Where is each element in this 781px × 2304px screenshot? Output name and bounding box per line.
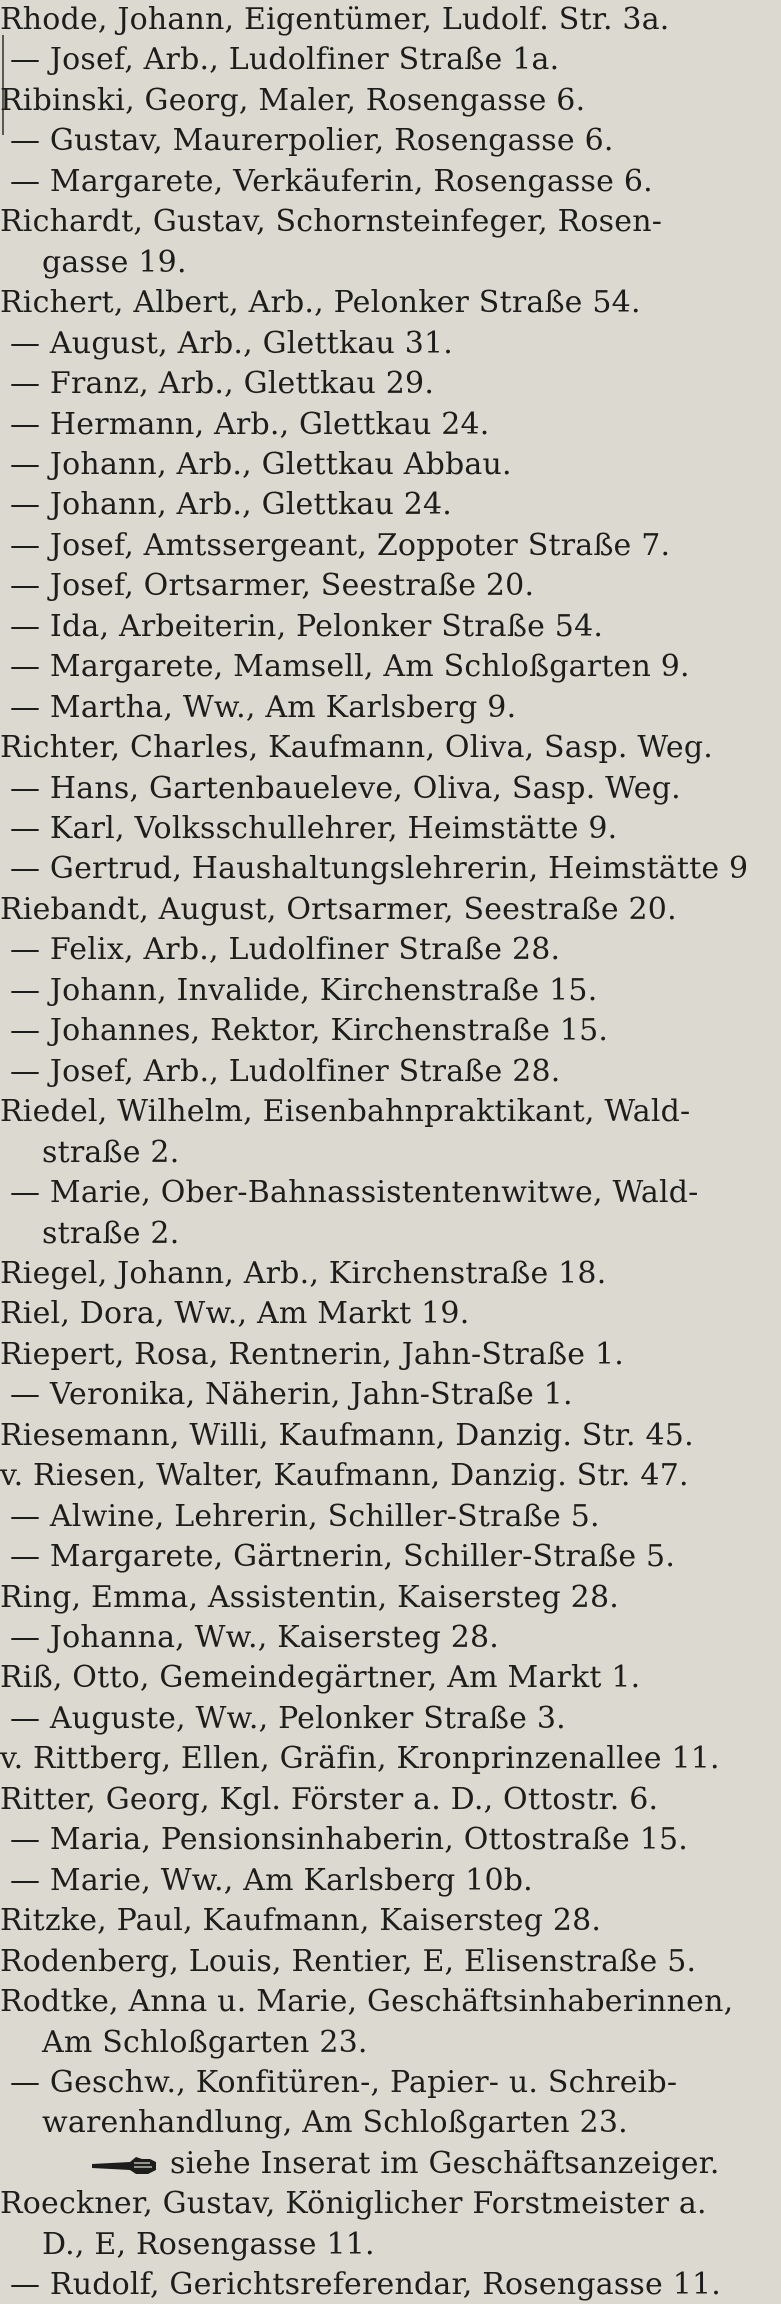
directory-line-text: — Franz, Arb., Glettkau 29. bbox=[10, 366, 435, 402]
directory-line bbox=[0, 164, 773, 201]
directory-line bbox=[0, 2186, 773, 2223]
directory-line bbox=[0, 1620, 773, 1657]
directory-line bbox=[0, 1701, 773, 1738]
directory-line-text: — Veronika, Näherin, Jahn-Straße 1. bbox=[10, 1377, 573, 1413]
directory-line bbox=[0, 2267, 773, 2304]
directory-line bbox=[0, 1539, 773, 1576]
directory-line-text: — Martha, Ww., Am Karlsberg 9. bbox=[10, 689, 517, 725]
directory-line-text: — Josef, Arb., Ludolfiner Straße 28. bbox=[10, 1053, 561, 1089]
directory-line-text: gasse 19. bbox=[42, 244, 187, 280]
directory-line-text: Riebandt, August, Ortsarmer, Seestraße 20. bbox=[0, 891, 677, 927]
directory-line-text: Riesemann, Willi, Kaufmann, Danzig. Str. 45. bbox=[0, 1417, 694, 1453]
directory-line-text: Am Schloßgarten 23. bbox=[42, 2024, 368, 2060]
directory-line bbox=[0, 771, 773, 808]
directory-line-text: — August, Arb., Glettkau 31. bbox=[10, 325, 454, 361]
directory-line-text: Ritter, Georg, Kgl. Förster a. D., Ottostr. 6. bbox=[0, 1781, 659, 1817]
directory-line bbox=[0, 1863, 773, 1900]
directory-line bbox=[0, 2, 773, 39]
directory-line bbox=[0, 204, 773, 241]
directory-line bbox=[0, 811, 773, 848]
directory-line bbox=[0, 1660, 773, 1697]
directory-line-text: — Margarete, Mamsell, Am Schloßgarten 9. bbox=[10, 649, 690, 685]
directory-line bbox=[0, 1337, 773, 1374]
pointing-hand-icon bbox=[90, 2152, 160, 2178]
directory-line bbox=[0, 487, 773, 524]
directory-line bbox=[0, 2105, 773, 2142]
directory-line bbox=[0, 649, 773, 686]
directory-line bbox=[0, 1094, 773, 1131]
directory-line-text: — Geschw., Konfitüren-, Papier- u. Schreib- bbox=[10, 2064, 678, 2100]
directory-line bbox=[0, 1175, 773, 1212]
directory-line-text: v. Riesen, Walter, Kaufmann, Danzig. Str. 47. bbox=[0, 1458, 689, 1494]
directory-line-text: Rhode, Johann, Eigentümer, Ludolf. Str. 3a. bbox=[0, 2, 670, 37]
directory-line-text: Ribinski, Georg, Maler, Rosengasse 6. bbox=[0, 82, 586, 118]
directory-line-text: Ring, Emma, Assistentin, Kaisersteg 28. bbox=[0, 1579, 619, 1615]
directory-line bbox=[0, 2025, 773, 2062]
directory-line-text: Richter, Charles, Kaufmann, Oliva, Sasp. Weg. bbox=[0, 730, 714, 766]
directory-line bbox=[0, 407, 773, 444]
directory-line bbox=[0, 932, 773, 969]
directory-line-text: — Gustav, Maurerpolier, Rosengasse 6. bbox=[10, 123, 614, 159]
directory-line bbox=[0, 285, 773, 322]
directory-line-text: — Marie, Ober-Bahnassistentenwitwe, Wald- bbox=[10, 1175, 699, 1211]
directory-line bbox=[0, 1418, 773, 1455]
directory-line bbox=[0, 1580, 773, 1617]
directory-line bbox=[0, 2227, 773, 2264]
directory-line bbox=[0, 1984, 773, 2021]
directory-line bbox=[0, 1903, 773, 1940]
directory-line bbox=[0, 1377, 773, 1414]
directory-line-text: Rodtke, Anna u. Marie, Geschäftsinhaberinnen, bbox=[0, 1984, 734, 2020]
directory-line bbox=[0, 1822, 773, 1859]
directory-line bbox=[0, 1458, 773, 1495]
directory-line bbox=[0, 366, 773, 403]
directory-line bbox=[0, 447, 773, 484]
directory-line-text: — Karl, Volksschullehrer, Heimstätte 9. bbox=[10, 811, 618, 846]
directory-line-text: Riß, Otto, Gemeindegärtner, Am Markt 1. bbox=[0, 1660, 641, 1696]
directory-line-text: — Josef, Arb., Ludolfiner Straße 1a. bbox=[10, 42, 560, 78]
directory-line bbox=[0, 1054, 773, 1091]
directory-line bbox=[0, 1499, 773, 1536]
directory-line bbox=[0, 973, 773, 1010]
directory-line-text: — Johann, Invalide, Kirchenstraße 15. bbox=[10, 972, 598, 1008]
directory-line-text: Riedel, Wilhelm, Eisenbahnpraktikant, Wald- bbox=[0, 1094, 691, 1130]
directory-line-text: — Rudolf, Gerichtsreferendar, Rosengasse 11. bbox=[10, 2267, 722, 2303]
directory-line-text: Ritzke, Paul, Kaufmann, Kaisersteg 28. bbox=[0, 1903, 602, 1939]
directory-line-text: Riel, Dora, Ww., Am Markt 19. bbox=[0, 1296, 470, 1332]
directory-line-text: — Maria, Pensionsinhaberin, Ottostraße 15. bbox=[10, 1822, 689, 1858]
directory-line-text: — Johanna, Ww., Kaisersteg 28. bbox=[10, 1620, 500, 1655]
directory-line bbox=[0, 1296, 773, 1333]
directory-line-text: D., E, Rosengasse 11. bbox=[42, 2226, 375, 2262]
directory-line bbox=[0, 568, 773, 605]
directory-line-text: straße 2. bbox=[42, 1134, 180, 1170]
directory-line bbox=[0, 83, 773, 120]
directory-line bbox=[0, 851, 773, 888]
directory-line-text: Richert, Albert, Arb., Pelonker Straße 54. bbox=[0, 285, 641, 321]
directory-line bbox=[0, 42, 773, 79]
directory-line-text: — Johann, Arb., Glettkau Abbau. bbox=[10, 446, 512, 482]
directory-line-text: — Josef, Amtssergeant, Zoppoter Straße 7. bbox=[10, 527, 671, 563]
directory-line-text: — Hermann, Arb., Glettkau 24. bbox=[10, 406, 490, 442]
directory-line bbox=[0, 123, 773, 160]
directory-line-text: Rodenberg, Louis, Rentier, E, Elisenstraße 5. bbox=[0, 1943, 697, 1979]
directory-line bbox=[0, 245, 773, 282]
directory-line-text: siehe Inserat im Geschäftsanzeiger. bbox=[170, 2145, 720, 2181]
directory-line bbox=[0, 326, 773, 363]
directory-line bbox=[0, 1135, 773, 1172]
directory-line bbox=[0, 2146, 773, 2183]
directory-line bbox=[0, 1013, 773, 1050]
directory-line-text: — Alwine, Lehrerin, Schiller-Straße 5. bbox=[10, 1498, 600, 1534]
directory-line-text: — Ida, Arbeiterin, Pelonker Straße 54. bbox=[10, 608, 604, 644]
directory-line-text: — Felix, Arb., Ludolfiner Straße 28. bbox=[10, 932, 561, 968]
directory-line bbox=[0, 892, 773, 929]
directory-line-text: straße 2. bbox=[42, 1215, 180, 1251]
directory-line-text: Riegel, Johann, Arb., Kirchenstraße 18. bbox=[0, 1255, 607, 1291]
directory-line bbox=[0, 1782, 773, 1819]
directory-line-text: — Johannes, Rektor, Kirchenstraße 15. bbox=[10, 1013, 609, 1049]
directory-line-text: — Gertrud, Haushaltungslehrerin, Heimstätte 9 bbox=[10, 851, 749, 887]
directory-line-text: — Josef, Ortsarmer, Seestraße 20. bbox=[10, 568, 535, 604]
directory-line-text: — Auguste, Ww., Pelonker Straße 3. bbox=[10, 1700, 566, 1736]
directory-line-text: Riepert, Rosa, Rentnerin, Jahn-Straße 1. bbox=[0, 1336, 624, 1372]
directory-line bbox=[0, 609, 773, 646]
directory-line-text: — Margarete, Gärtnerin, Schiller-Straße 5. bbox=[10, 1539, 676, 1575]
directory-line-text: — Marie, Ww., Am Karlsberg 10b. bbox=[10, 1862, 533, 1898]
directory-line bbox=[0, 730, 773, 767]
directory-line-text: warenhandlung, Am Schloßgarten 23. bbox=[42, 2105, 628, 2141]
directory-line bbox=[0, 1944, 773, 1981]
directory-line-text: Richardt, Gustav, Schornsteinfeger, Rosen- bbox=[0, 204, 663, 240]
directory-line-text: — Hans, Gartenbaueleve, Oliva, Sasp. Weg. bbox=[10, 770, 681, 806]
directory-line-text: — Johann, Arb., Glettkau 24. bbox=[10, 487, 453, 523]
directory-line bbox=[0, 690, 773, 727]
directory-line bbox=[0, 1741, 773, 1778]
directory-line-text: — Margarete, Verkäuferin, Rosengasse 6. bbox=[10, 163, 653, 199]
directory-line bbox=[0, 2065, 773, 2102]
directory-line bbox=[0, 1256, 773, 1293]
directory-line-text: v. Rittberg, Ellen, Gräfin, Kronprinzenallee 11. bbox=[0, 1741, 720, 1777]
directory-line bbox=[0, 1216, 773, 1253]
directory-line-text: Roeckner, Gustav, Königlicher Forstmeister a. bbox=[0, 2186, 707, 2222]
directory-line bbox=[0, 528, 773, 565]
